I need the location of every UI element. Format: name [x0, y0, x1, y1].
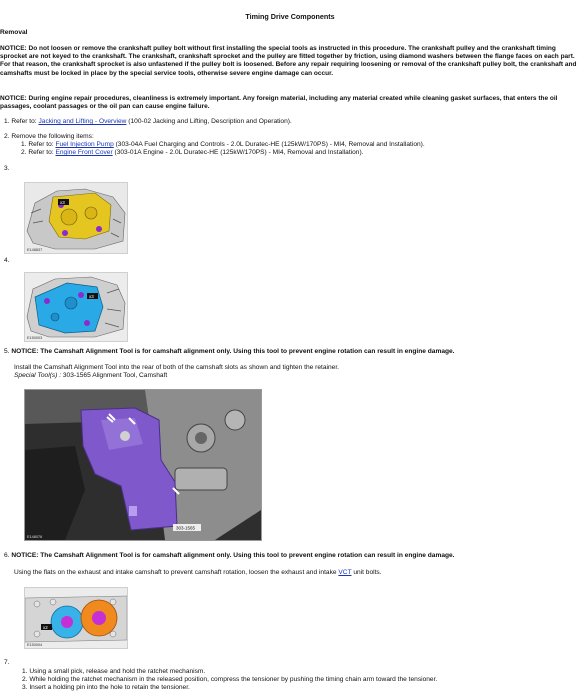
- step-2-item-1: [21, 141, 425, 149]
- step-number: 5.: [4, 348, 10, 355]
- callout-label: x2: [43, 625, 48, 630]
- item-number: 2.: [21, 149, 27, 156]
- step-3-number: 3.: [4, 165, 10, 172]
- special-tools-value: 303-1565 Alignment Tool, Camshaft: [62, 372, 168, 379]
- figure-id: E150004: [27, 643, 43, 647]
- text-part: Using the flats on the exhaust and intake camshaft to prevent camshaft rotation, loosen the exhaust and intake: [14, 569, 337, 576]
- engine-illustration: [25, 183, 127, 253]
- notice-crankshaft: NOTICE: Do not loosen or remove the crankshaft pulley bolt without first installing the special tools as instructed in this procedure. The crankshaft pulley and the crankshaft timing sprocket are not keyed to the crankshaft. The crankshaft, crankshaft sprocket and the pulley are fitted together by friction, using diamond washers between the flange faces on each part. For that reason, the crankshaft sprocket is also unfastened if the pulley bolt is loosened. Before any repair requiring loosening or removal of the crankshaft pulley bolt, the crankshaft and camshafts must be locked in place by the special service tools, otherwise severe engine damage can occur.: [0, 45, 577, 77]
- callout-label: x3: [60, 200, 65, 205]
- reference-text: (100-02 Jacking and Lifting, Description and Operation).: [128, 118, 292, 125]
- step-6-text: [14, 569, 382, 577]
- figure-id: E150003: [27, 336, 43, 340]
- step-7-item-1: 1. Using a small pick, release and hold the ratchet mechanism.: [22, 668, 206, 675]
- step-7-item-3: 3. Insert a holding pin into the hole to retain the tensioner.: [22, 684, 190, 691]
- item-number: 1.: [21, 141, 27, 148]
- step-number: 2.: [4, 133, 10, 140]
- link-engine-front-cover[interactable]: Engine Front Cover: [55, 149, 113, 156]
- link-fuel-injection-pump[interactable]: Fuel Injection Pump: [55, 141, 114, 148]
- step-7-item-2: 2. While holding the ratchet mechanism in the released position, compress the tensioner by pushing the timing chain arm toward the tensioner.: [22, 676, 438, 683]
- link-jacking-lifting[interactable]: Jacking and Lifting - Overview: [38, 118, 127, 125]
- step-number: 1.: [4, 118, 10, 125]
- figure-id: E148076: [27, 535, 43, 539]
- engine-illustration: [25, 273, 127, 341]
- figure-id: E148837: [27, 248, 43, 252]
- tool-label: 303-1565: [176, 525, 196, 531]
- step-5-notice: [4, 348, 455, 356]
- step-text: Remove the following items:: [11, 133, 94, 140]
- text-part: unit bolts.: [353, 569, 382, 576]
- special-tools-label: Special Tool(s) :: [14, 372, 62, 379]
- refer-label: Refer to:: [11, 118, 37, 125]
- notice-text: NOTICE: The Camshaft Alignment Tool is for camshaft alignment only. Using this tool to prevent engine rotation can result in engine damage.: [11, 348, 455, 355]
- callout-label: x3: [89, 294, 94, 299]
- step-number: 6.: [4, 552, 10, 559]
- reference-text: (303-01A Engine - 2.0L Duratec-HE (125kW/170PS) - MI4, Removal and Installation).: [114, 149, 364, 156]
- figure-step-3: [24, 182, 128, 254]
- figure-step-4: [24, 272, 128, 342]
- link-vct[interactable]: VCT: [338, 569, 352, 576]
- step-4-number: 4.: [4, 257, 10, 264]
- reference-text: (303-04A Fuel Charging and Controls - 2.0L Duratec-HE (125kW/170PS) - MI4, Removal and Installation).: [115, 141, 425, 148]
- figure-step-5: [24, 389, 262, 541]
- page-title: Timing Drive Components: [245, 12, 335, 21]
- step-5-special-tools: [14, 372, 167, 380]
- refer-label: Refer to:: [28, 141, 54, 148]
- step-2: [4, 133, 94, 141]
- figure-step-6: [24, 587, 128, 649]
- notice-text: NOTICE: The Camshaft Alignment Tool is for camshaft alignment only. Using this tool to prevent engine rotation can result in engine damage.: [11, 552, 455, 559]
- notice-cleanliness: NOTICE: During engine repair procedures, cleanliness is extremely important. Any foreign material, including any material created while cleaning gasket surfaces, that enters the oil passages, coolant passages or the oil pan can cause engine failure.: [0, 95, 558, 111]
- camshaft-photo: [25, 390, 261, 540]
- step-7-number: 7.: [4, 659, 10, 666]
- step-6-notice: [4, 552, 455, 560]
- camshaft-sprocket-illustration: [25, 588, 127, 648]
- step-2-item-2: [21, 149, 364, 157]
- refer-label: Refer to:: [28, 149, 54, 156]
- step-5-text: Install the Camshaft Alignment Tool into the rear of both of the camshaft slots as shown and tighten the retainer.: [14, 364, 339, 371]
- section-heading: Removal: [0, 29, 28, 36]
- step-1: [4, 118, 292, 126]
